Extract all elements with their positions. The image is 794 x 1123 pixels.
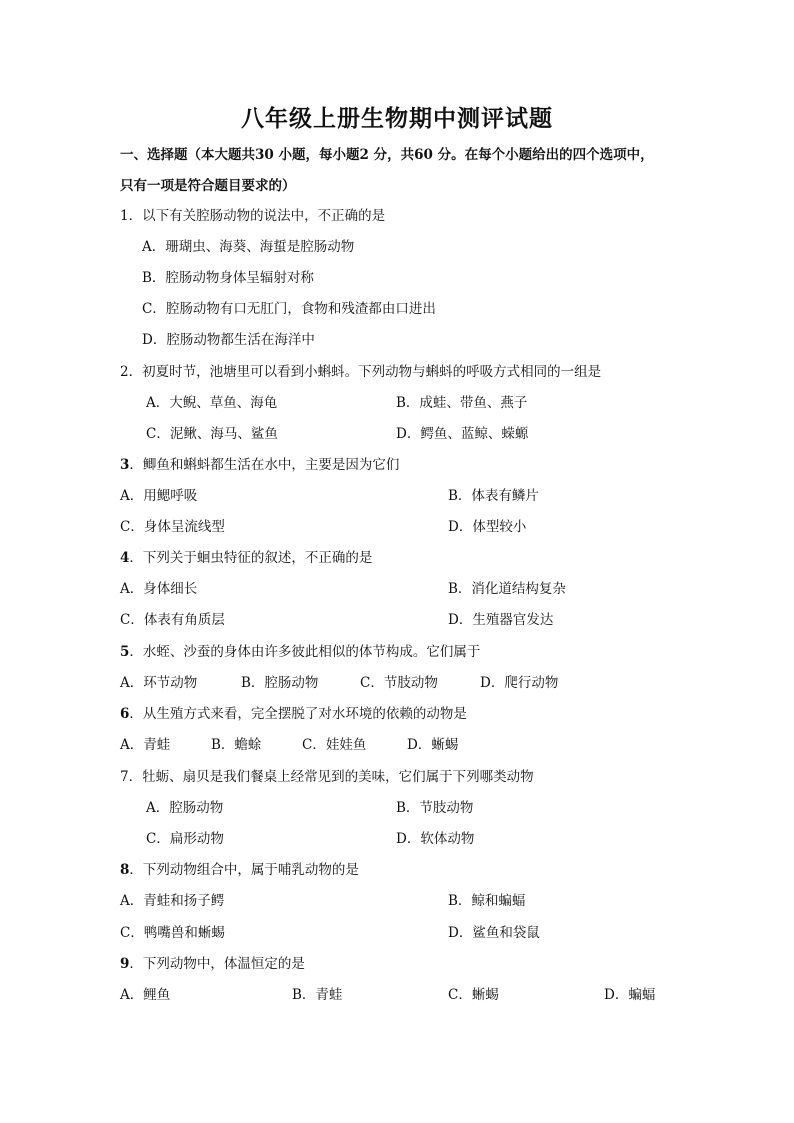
question-1-option-d: D．腔肠动物都生活在海洋中 [142,332,315,348]
question-5-option-d: D．爬行动物 [480,675,559,691]
question-6-option-c: C．娃娃鱼 [302,737,367,753]
question-3-stem: 3．鲫鱼和蝌蚪都生活在水中，主要是因为它们 [120,457,400,473]
question-2-stem: 2．初夏时节，池塘里可以看到小蝌蚪。下列动物与蝌蚪的呼吸方式相同的一组是 [120,364,602,380]
question-6-stem: 6．从生殖方式来看，完全摆脱了对水环境的依赖的动物是 [120,706,467,722]
question-8-option-d: D．鲨鱼和袋鼠 [448,925,540,941]
question-8-option-a: A．青蛙和扬子鳄 [120,893,225,909]
question-1-option-a: A．珊瑚虫、海葵、海蜇是腔肠动物 [142,239,355,255]
question-1-stem: 1．以下有关腔肠动物的说法中，不正确的是 [120,208,386,224]
question-8-text: 下列动物组合中，属于哺乳动物的是 [142,862,359,878]
question-9-number: 9 [120,956,130,972]
question-3-option-d: D．体型较小 [448,519,527,535]
question-4-option-d: D．生殖器官发达 [448,612,554,628]
question-8-option-c: C．鸭嘴兽和蜥蜴 [120,925,225,941]
question-5-option-c: C．节肢动物 [360,675,438,691]
section-heading-line-1: 一、选择题（本大题共30 小题，每小题2 分，共60 分。在每个小题给出的四个选项中， [120,147,654,163]
page-title: 八年级上册生物期中测评试题 [241,105,553,132]
question-4-option-c: C．体表有角质层 [120,612,225,628]
question-3-option-a: A．用鳃呼吸 [120,488,198,504]
question-9-option-d: D．蝙蝠 [604,987,656,1003]
question-5-option-b: B．腔肠动物 [241,675,319,691]
question-3-option-b: B．体表有鳞片 [448,488,539,504]
question-4-number: 4 [120,550,130,566]
question-5-text: 水蛭、沙蚕的身体由许多彼此相似的体节构成。它们属于 [142,644,481,660]
question-9-stem: 9．下列动物中，体温恒定的是 [120,956,305,972]
question-7-stem: 7．牡蛎、扇贝是我们餐桌上经常见到的美味，它们属于下列哪类动物 [120,769,534,785]
question-2-option-c: C．泥鳅、海马、鲨鱼 [146,426,278,442]
question-7-option-d: D．软体动物 [396,831,475,847]
question-8-option-b: B．鲸和蝙蝠 [448,893,526,909]
question-7-option-c: C．扁形动物 [146,831,224,847]
question-2-option-d: D．鳄鱼、蓝鲸、蝾螈 [396,426,529,442]
question-2-option-b: B．成蛙、带鱼、燕子 [396,395,528,411]
question-5-option-a: A．环节动物 [120,675,198,691]
question-3-text: 鲫鱼和蝌蚪都生活在水中，主要是因为它们 [142,457,400,473]
section-heading-line-2: 只有一项是符合题目要求的） [120,178,296,194]
question-4-stem: 4．下列关于蛔虫特征的叙述，不正确的是 [120,550,373,566]
question-6-option-b: B．蟾蜍 [211,737,262,753]
question-9-option-b: B．青蛙 [292,987,343,1003]
question-6-option-a: A．青蛙 [120,737,171,753]
question-6-text: 从生殖方式来看，完全摆脱了对水环境的依赖的动物是 [142,706,467,722]
question-5-stem: 5．水蛭、沙蚕的身体由许多彼此相似的体节构成。它们属于 [120,644,481,660]
question-1-option-b: B．腔肠动物身体呈辐射对称 [142,270,314,286]
question-4-text: 下列关于蛔虫特征的叙述，不正确的是 [142,550,373,566]
question-4-option-b: B．消化道结构复杂 [448,581,566,597]
question-5-number: 5 [120,644,130,660]
question-9-text: 下列动物中，体温恒定的是 [142,956,305,972]
question-3-option-c: C．身体呈流线型 [120,519,225,535]
question-7-option-a: A．腔肠动物 [146,800,224,816]
question-6-option-d: D．蜥蜴 [407,737,459,753]
question-3-number: 3 [120,457,130,473]
question-7-option-b: B．节肢动物 [396,800,474,816]
question-2-option-a: A．大鲵、草鱼、海龟 [146,395,278,411]
question-8-number: 8 [120,862,130,878]
question-4-option-a: A．身体细长 [120,581,198,597]
question-9-option-a: A．鲤鱼 [120,987,171,1003]
question-9-option-c: C．蜥蜴 [448,987,499,1003]
question-1-option-c: C．腔肠动物有口无肛门，食物和残渣都由口进出 [142,301,436,317]
question-8-stem: 8．下列动物组合中，属于哺乳动物的是 [120,862,359,878]
question-6-number: 6 [120,706,130,722]
